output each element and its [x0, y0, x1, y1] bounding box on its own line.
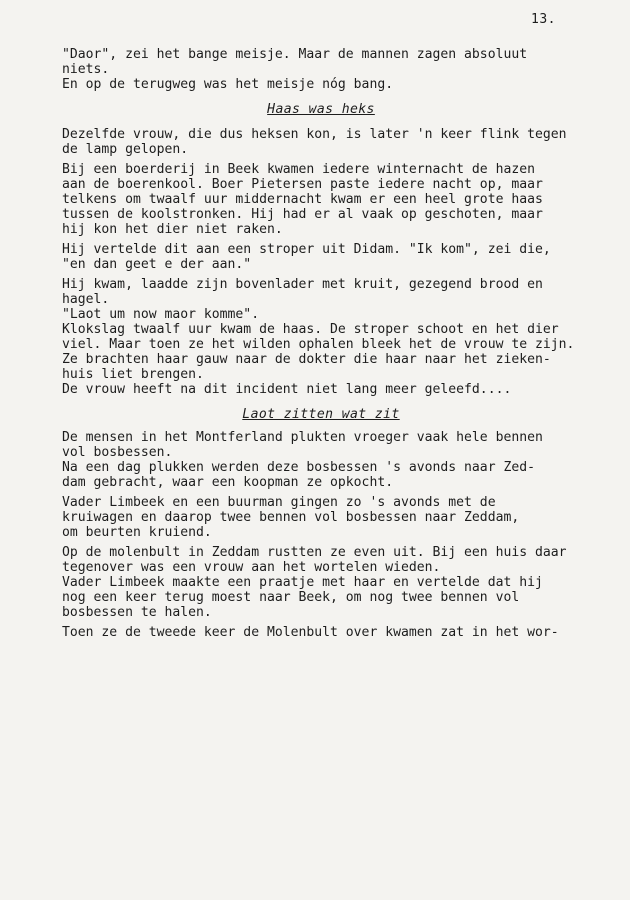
- paragraph: "Laot um now maor komme".: [62, 307, 260, 322]
- paragraph: De mensen in het Montferland plukten vroeger vaak hele bennen vol bosbessen.: [62, 430, 543, 460]
- paragraph: Op de molenbult in Zeddam rustten ze even uit. Bij een huis daar tegenover was een vrouw aan het wortelen wieden.: [62, 545, 567, 575]
- page-number: 13.: [531, 12, 556, 27]
- paragraph: Toen ze de tweede keer de Molenbult over kwamen zat in het wor-: [62, 625, 559, 640]
- paragraph: Vader Limbeek en een buurman gingen zo 's avonds met de kruiwagen en daarop twee bennen vol bosbessen naar Zeddam, om beurten kruiend.: [62, 495, 520, 540]
- paragraph: Na een dag plukken werden deze bosbessen 's avonds naar Zed- dam gebracht, waar een koopman ze opkocht.: [62, 460, 535, 490]
- section-heading-haas-was-heks: Haas was heks: [267, 102, 375, 117]
- paragraph: Klokslag twaalf uur kwam de haas. De stroper schoot en het dier viel. Maar toen ze het wilden ophalen bleek het de vrouw te zijn. Ze brachten haar gauw naar de dokter die haar naar het zieken- huis liet brengen.: [62, 322, 575, 382]
- page-content: [62, 47, 580, 645]
- paragraph: Dezelfde vrouw, die dus heksen kon, is later 'n keer flink tegen de lamp gelopen.: [62, 127, 567, 157]
- paragraph: Bij een boerderij in Beek kwamen iedere winternacht de hazen aan de boerenkool. Boer Pietersen paste iedere nacht op, maar telkens om twaalf uur middernacht kwam er een heel grote haas tussen de koolstronken. Hij had er al vaak op geschoten, maar hij kon het dier niet raken.: [62, 162, 543, 237]
- paragraph: Vader Limbeek maakte een praatje met haar en vertelde dat hij nog een keer terug moest naar Beek, om nog twee bennen vol bosbessen te halen.: [62, 575, 543, 620]
- section-heading-laot-zitten-wat-zit: Laot zitten wat zit: [242, 407, 400, 422]
- paragraph: De vrouw heeft na dit incident niet lang meer geleefd....: [62, 382, 512, 397]
- paragraph: En op de terugweg was het meisje nóg bang.: [62, 77, 394, 92]
- paragraph: Hij kwam, laadde zijn bovenlader met kruit, gezegend brood en hagel.: [62, 277, 543, 307]
- paragraph: Hij vertelde dit aan een stroper uit Didam. "Ik kom", zei die, "en dan geet e der aan.": [62, 242, 551, 272]
- paragraph: "Daor", zei het bange meisje. Maar de mannen zagen absoluut niets.: [62, 47, 528, 77]
